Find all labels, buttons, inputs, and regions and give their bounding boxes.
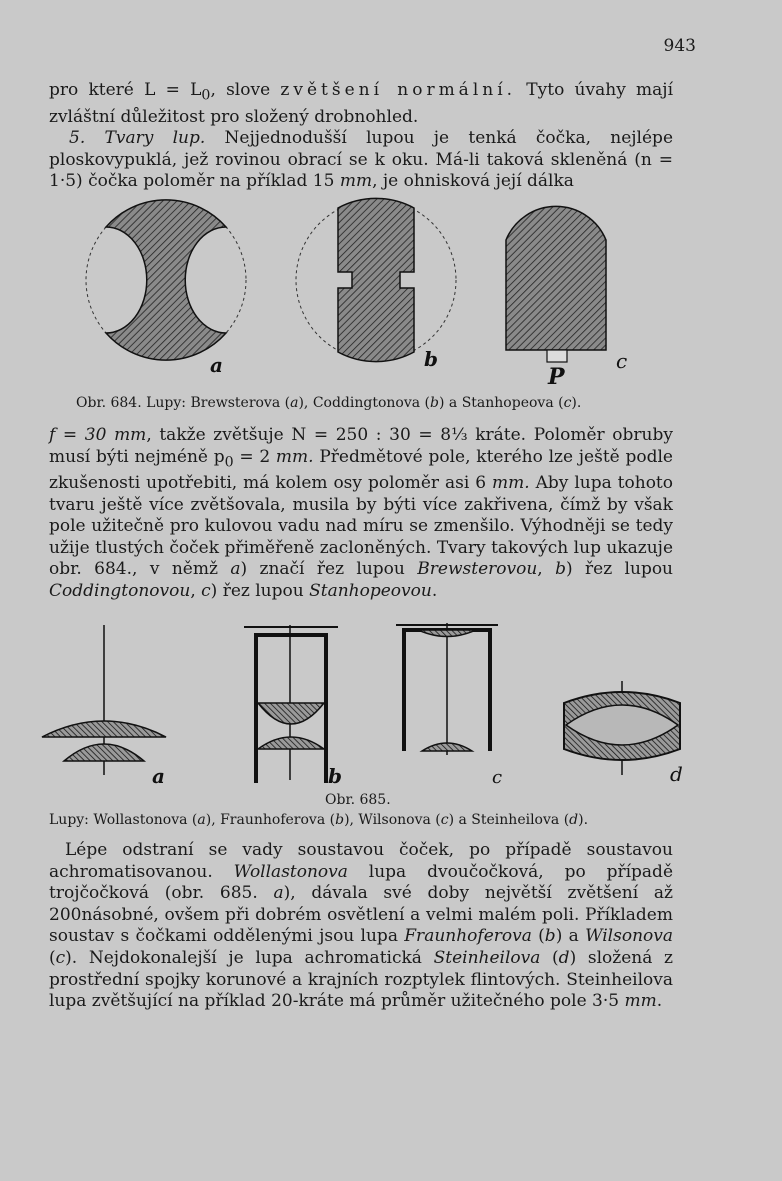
text-run: ( bbox=[531, 926, 545, 947]
brewster-lens bbox=[86, 200, 246, 360]
figure-685-caption bbox=[49, 812, 588, 828]
text-run: Wilsonova bbox=[585, 926, 673, 947]
stanhope-lens bbox=[506, 206, 606, 362]
text-run: a bbox=[273, 883, 284, 904]
text-run: Obr. 684. Lupy: Brewsterova ( bbox=[76, 395, 291, 411]
text-run: ), Wilsonova ( bbox=[344, 812, 441, 828]
text-run: lupa dvoučočková, po případě trojčočková (obr. 685. bbox=[49, 861, 673, 904]
text-run: ) značí řez lupou bbox=[240, 559, 418, 580]
fraunhofer-lens bbox=[244, 625, 338, 783]
figure-684-caption bbox=[76, 395, 581, 411]
text-run: ). Nejdokonalejší je lupa achromatická bbox=[65, 947, 434, 968]
text-run: , slove bbox=[210, 80, 281, 100]
label-a: a bbox=[210, 353, 223, 377]
text-run: Wollastonova bbox=[233, 861, 348, 882]
label-b: b bbox=[328, 764, 342, 788]
text-run: Steinheilova bbox=[433, 947, 541, 968]
label-a: a bbox=[152, 764, 165, 788]
text-run: ) a Steinheilova ( bbox=[448, 812, 570, 828]
text-run: ( bbox=[540, 947, 559, 968]
unit: mm. bbox=[492, 473, 530, 494]
text-run: Brewsterovou bbox=[417, 559, 538, 580]
text-run: b bbox=[555, 559, 566, 580]
text-run: Nejjednodušší lupou je tenká čočka, nejlépe ploskovypuklá, jež rovinou obrací se k oku. Má-li taková skleněná (n = 1·5) čočka poloměr na příklad 15 bbox=[49, 128, 674, 192]
subscript: 0 bbox=[201, 87, 211, 104]
unit: mm bbox=[624, 991, 657, 1012]
text-run: ) složená z prostřední spojky korunové a krajních rozptylek flintových. Steinheilova lupa zvětšující na příklad 20-kráte má průměr užitečného pole 3·5 bbox=[49, 947, 673, 1012]
page-number: 943 bbox=[663, 36, 696, 56]
text-run: Stanhopeovou bbox=[309, 580, 432, 601]
text-run: ( bbox=[49, 947, 56, 968]
section-number: 5. bbox=[69, 128, 86, 149]
text-run: . bbox=[656, 991, 663, 1012]
text-run: Lupy: Wollastonova ( bbox=[49, 812, 198, 828]
text-run: b bbox=[544, 926, 556, 947]
text-run: d bbox=[558, 947, 570, 968]
label-c: c bbox=[616, 349, 628, 373]
text-run: a bbox=[230, 559, 241, 580]
text-run: . bbox=[431, 580, 438, 601]
wollaston-lens bbox=[42, 625, 166, 775]
text-run: b bbox=[335, 812, 345, 828]
text-run: ) a Stanhopeova ( bbox=[439, 395, 564, 411]
steinheil-lens bbox=[564, 681, 680, 775]
label-P: P bbox=[548, 364, 565, 390]
figure-684 bbox=[60, 190, 680, 390]
text-run: , bbox=[537, 559, 556, 580]
text-run: b bbox=[430, 395, 439, 411]
text-run: ), dávala své doby největší zvětšení až 200násobné, ovšem při dobrém osvětlení a velmi malém poli. Příkladem soustav s čočkami oddělenými jsou lupa bbox=[49, 883, 673, 947]
section-title: Tvary lup. bbox=[104, 128, 206, 149]
text-run: ), Fraunhoferova ( bbox=[205, 812, 336, 828]
text-run: Předmětové pole, kterého lze ještě podle zkušenosti upotřebiti, má kolem osy poloměr asi 6 bbox=[49, 446, 673, 494]
text-run: Aby lupa tohoto tvaru ještě více zvětšovala, musila by býti více zakřivena, čímž by však pole užitečně pro kulovou vadu nad míru se zmenšilo. Výhodněji se tedy užije tlustých čoček přiměřeně zacloněných. Tvary takových lup ukazuje obr. 684., v němž bbox=[49, 473, 673, 580]
paragraph-3 bbox=[49, 840, 673, 1013]
text-run: c bbox=[55, 947, 66, 968]
wilson-lens bbox=[396, 623, 498, 755]
text-run: Fraunhoferova bbox=[404, 926, 532, 947]
text-run: , takže zvětšuje N = 250 : 30 = 8⅓ kráte. Poloměr obruby musí býti nejméně p bbox=[49, 425, 673, 467]
paragraph-2 bbox=[49, 425, 673, 602]
unit: mm bbox=[114, 425, 147, 445]
text-run: ), Coddingtonova ( bbox=[298, 395, 431, 411]
figure-685 bbox=[40, 615, 710, 795]
text-run: pro které L = L bbox=[49, 80, 202, 100]
text-run: c bbox=[563, 395, 572, 411]
label-d: d bbox=[670, 762, 683, 786]
text-run: a bbox=[197, 812, 206, 828]
text-run: a bbox=[290, 395, 299, 411]
text-run: ). bbox=[571, 395, 582, 411]
label-c: c bbox=[492, 767, 503, 788]
text-run: , bbox=[190, 580, 202, 601]
figure-685-number: Obr. 685. bbox=[325, 792, 391, 808]
coddington-lens bbox=[296, 198, 456, 361]
text-run: ) řez lupou bbox=[565, 559, 674, 580]
text-run: Tyto úvahy mají zvláštní důležitost pro složený drobnohled. bbox=[49, 80, 673, 127]
subscript: 0 bbox=[224, 453, 234, 470]
text-run: c bbox=[440, 812, 449, 828]
text-run: ) řez lupou bbox=[210, 580, 310, 601]
text-run: = 2 bbox=[233, 446, 276, 467]
text-run: f = 30 bbox=[49, 425, 115, 445]
text-run: d bbox=[569, 812, 579, 828]
text-run: c bbox=[201, 580, 211, 601]
unit: mm. bbox=[275, 446, 314, 467]
text-run: Coddingtonovou bbox=[49, 580, 191, 601]
text-run: ). bbox=[578, 812, 589, 828]
text-run: Lépe odstraní se vady soustavou čoček, po případě soustavou achromatisovanou. bbox=[49, 840, 673, 882]
label-b: b bbox=[424, 347, 438, 371]
text-run: , je ohnisková její dálka bbox=[372, 171, 574, 192]
unit: mm bbox=[339, 171, 373, 192]
text-run: ) a bbox=[555, 926, 586, 947]
spaced-term: zvětšení normální. bbox=[280, 80, 517, 100]
paragraph-1 bbox=[49, 80, 673, 193]
